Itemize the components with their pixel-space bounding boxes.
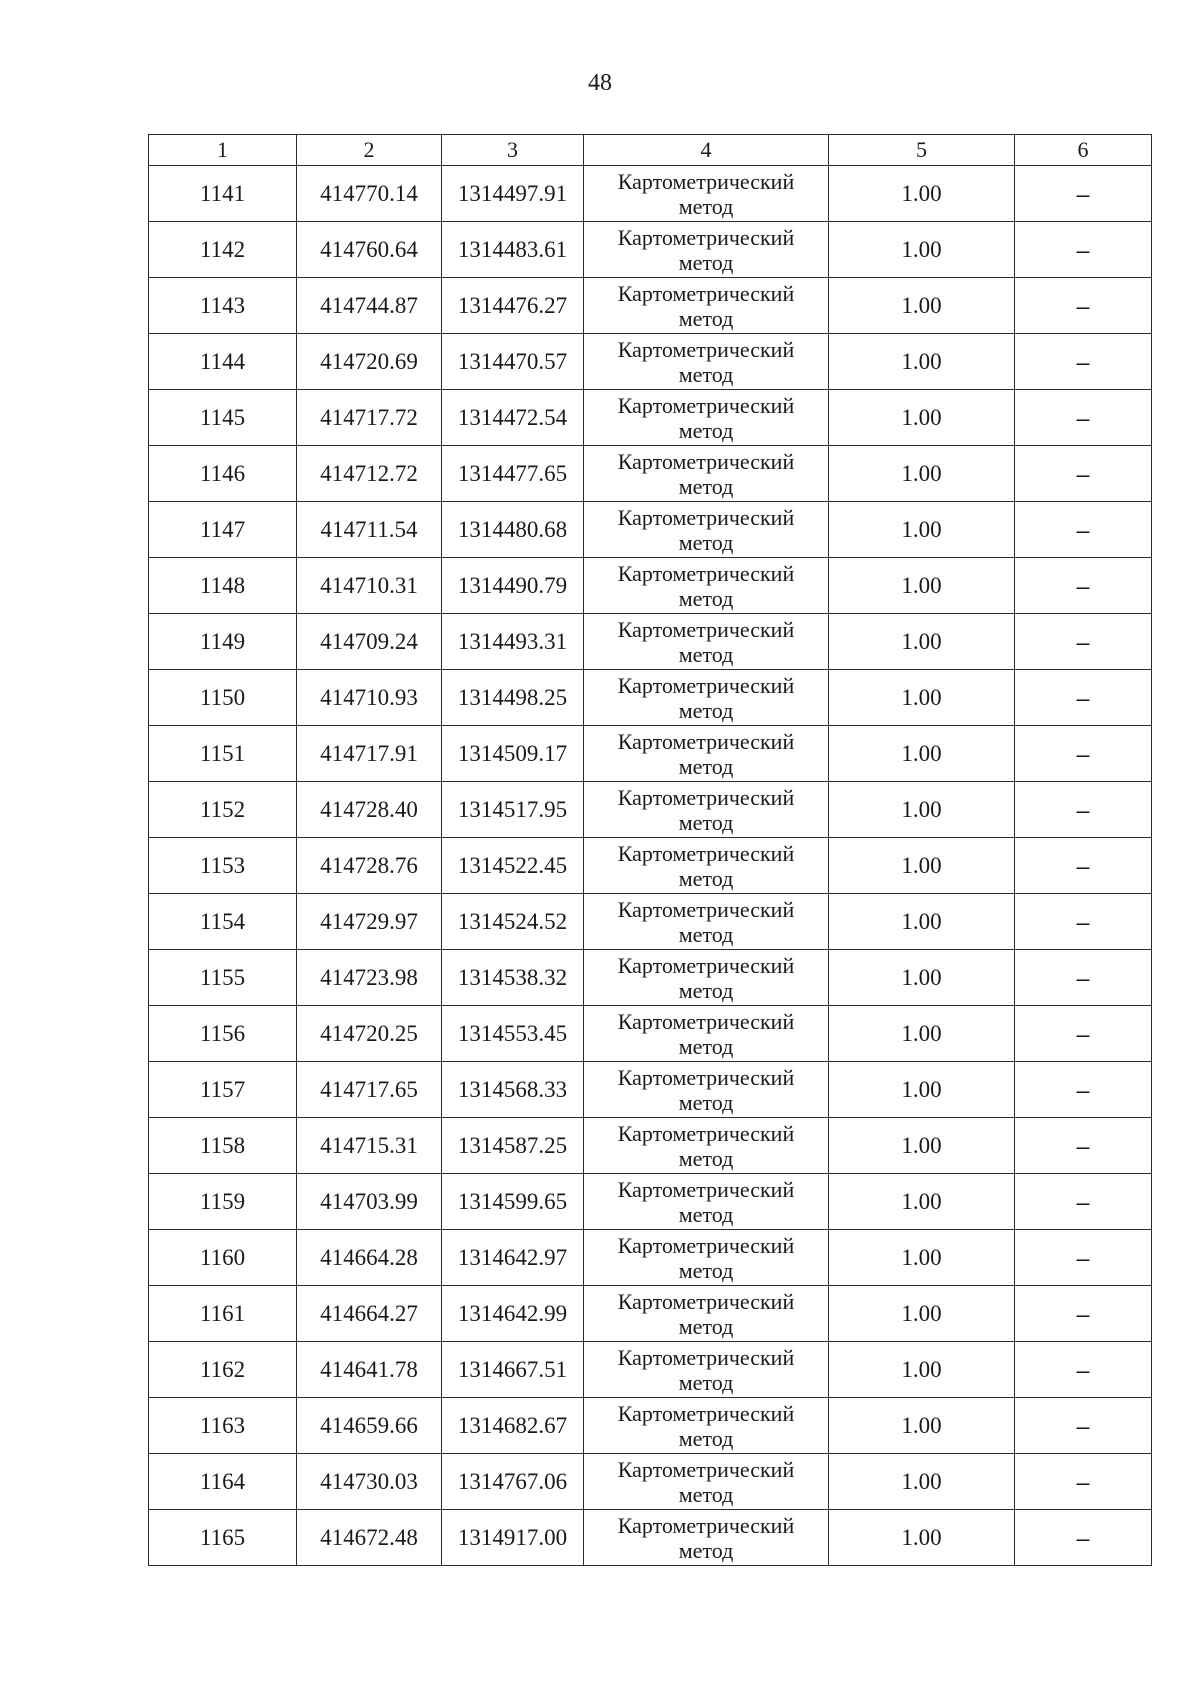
- method-line-2: метод: [678, 361, 734, 387]
- table-row: [149, 1342, 1152, 1398]
- y-coordinate-cell: 1314483.61: [442, 222, 584, 278]
- x-coordinate-cell: 414720.69: [297, 334, 442, 390]
- accuracy-cell: 1.00: [829, 782, 1015, 838]
- method-line-1: Картометрический: [617, 616, 795, 642]
- method-line-2: метод: [678, 585, 734, 611]
- description-cell: –: [1015, 1398, 1152, 1454]
- point-number-cell: 1165: [149, 1510, 297, 1566]
- method-line-2: метод: [678, 809, 734, 835]
- table-row: [149, 558, 1152, 614]
- description-cell: –: [1015, 558, 1152, 614]
- x-coordinate-cell: 414712.72: [297, 446, 442, 502]
- method-cell: [584, 1286, 829, 1342]
- method-line-2: метод: [678, 1537, 734, 1563]
- y-coordinate-cell: 1314470.57: [442, 334, 584, 390]
- table-row: [149, 670, 1152, 726]
- method-line-1: Картометрический: [617, 1456, 795, 1482]
- point-number-cell: 1152: [149, 782, 297, 838]
- x-coordinate-cell: 414717.65: [297, 1062, 442, 1118]
- x-coordinate-cell: 414729.97: [297, 894, 442, 950]
- description-cell: –: [1015, 670, 1152, 726]
- table-row: [149, 1174, 1152, 1230]
- y-coordinate-cell: 1314490.79: [442, 558, 584, 614]
- method-cell: [584, 558, 829, 614]
- table-row: [149, 1286, 1152, 1342]
- method-line-2: метод: [678, 753, 734, 779]
- x-coordinate-cell: 414720.25: [297, 1006, 442, 1062]
- point-number-cell: 1157: [149, 1062, 297, 1118]
- accuracy-cell: 1.00: [829, 670, 1015, 726]
- method-line-2: метод: [678, 921, 734, 947]
- method-line-1: Картометрический: [617, 448, 795, 474]
- accuracy-cell: 1.00: [829, 726, 1015, 782]
- method-cell: [584, 782, 829, 838]
- method-line-1: Картометрический: [617, 560, 795, 586]
- description-cell: –: [1015, 1230, 1152, 1286]
- point-number-cell: 1154: [149, 894, 297, 950]
- method-line-1: Картометрический: [617, 728, 795, 754]
- method-cell: [584, 334, 829, 390]
- method-cell: [584, 1062, 829, 1118]
- method-line-1: Картометрический: [617, 168, 795, 194]
- y-coordinate-cell: 1314477.65: [442, 446, 584, 502]
- accuracy-cell: 1.00: [829, 222, 1015, 278]
- x-coordinate-cell: 414760.64: [297, 222, 442, 278]
- method-cell: [584, 222, 829, 278]
- accuracy-cell: 1.00: [829, 278, 1015, 334]
- point-number-cell: 1164: [149, 1454, 297, 1510]
- method-line-2: метод: [678, 641, 734, 667]
- method-cell: [584, 278, 829, 334]
- table-row: [149, 1230, 1152, 1286]
- method-line-2: метод: [678, 473, 734, 499]
- description-cell: –: [1015, 222, 1152, 278]
- y-coordinate-cell: 1314767.06: [442, 1454, 584, 1510]
- coordinates-table: [148, 134, 1152, 1566]
- table-row: [149, 1062, 1152, 1118]
- table-body: [149, 166, 1152, 1566]
- point-number-cell: 1147: [149, 502, 297, 558]
- x-coordinate-cell: 414744.87: [297, 278, 442, 334]
- description-cell: –: [1015, 1118, 1152, 1174]
- y-coordinate-cell: 1314522.45: [442, 838, 584, 894]
- method-line-1: Картометрический: [617, 952, 795, 978]
- table-row: [149, 1510, 1152, 1566]
- x-coordinate-cell: 414711.54: [297, 502, 442, 558]
- description-cell: –: [1015, 166, 1152, 222]
- point-number-cell: 1160: [149, 1230, 297, 1286]
- header-col-5: 5: [829, 135, 1015, 166]
- method-line-2: метод: [678, 193, 734, 219]
- method-line-1: Картометрический: [617, 504, 795, 530]
- method-line-2: метод: [678, 305, 734, 331]
- method-cell: [584, 726, 829, 782]
- method-line-1: Картометрический: [617, 672, 795, 698]
- method-cell: [584, 894, 829, 950]
- point-number-cell: 1141: [149, 166, 297, 222]
- accuracy-cell: 1.00: [829, 1454, 1015, 1510]
- y-coordinate-cell: 1314667.51: [442, 1342, 584, 1398]
- method-line-1: Картометрический: [617, 840, 795, 866]
- method-cell: [584, 670, 829, 726]
- method-line-1: Картометрический: [617, 1232, 795, 1258]
- method-line-2: метод: [678, 1369, 734, 1395]
- method-line-2: метод: [678, 697, 734, 723]
- y-coordinate-cell: 1314497.91: [442, 166, 584, 222]
- description-cell: –: [1015, 1510, 1152, 1566]
- accuracy-cell: 1.00: [829, 1342, 1015, 1398]
- method-cell: [584, 1230, 829, 1286]
- method-line-2: метод: [678, 1425, 734, 1451]
- point-number-cell: 1150: [149, 670, 297, 726]
- header-col-6: 6: [1015, 135, 1152, 166]
- accuracy-cell: 1.00: [829, 166, 1015, 222]
- description-cell: –: [1015, 334, 1152, 390]
- table-row: [149, 1398, 1152, 1454]
- table-row: [149, 782, 1152, 838]
- x-coordinate-cell: 414710.31: [297, 558, 442, 614]
- method-line-1: Картометрический: [617, 784, 795, 810]
- table-row: [149, 1118, 1152, 1174]
- description-cell: –: [1015, 614, 1152, 670]
- description-cell: –: [1015, 894, 1152, 950]
- method-cell: [584, 950, 829, 1006]
- description-cell: –: [1015, 950, 1152, 1006]
- method-line-1: Картометрический: [617, 1288, 795, 1314]
- y-coordinate-cell: 1314917.00: [442, 1510, 584, 1566]
- page-number: 48: [588, 70, 612, 96]
- point-number-cell: 1159: [149, 1174, 297, 1230]
- accuracy-cell: 1.00: [829, 558, 1015, 614]
- description-cell: –: [1015, 502, 1152, 558]
- description-cell: –: [1015, 1062, 1152, 1118]
- header-row: [149, 135, 1152, 166]
- table-row: [149, 1454, 1152, 1510]
- method-line-2: метод: [678, 977, 734, 1003]
- description-cell: –: [1015, 278, 1152, 334]
- method-cell: [584, 446, 829, 502]
- method-cell: [584, 614, 829, 670]
- x-coordinate-cell: 414641.78: [297, 1342, 442, 1398]
- method-cell: [584, 1454, 829, 1510]
- method-line-1: Картометрический: [617, 1512, 795, 1538]
- description-cell: –: [1015, 1286, 1152, 1342]
- header-col-3: 3: [442, 135, 584, 166]
- method-line-1: Картометрический: [617, 1176, 795, 1202]
- header-col-4: 4: [584, 135, 829, 166]
- description-cell: –: [1015, 782, 1152, 838]
- table-row: [149, 278, 1152, 334]
- point-number-cell: 1148: [149, 558, 297, 614]
- y-coordinate-cell: 1314524.52: [442, 894, 584, 950]
- header-col-2: 2: [297, 135, 442, 166]
- method-cell: [584, 1118, 829, 1174]
- table-row: [149, 446, 1152, 502]
- description-cell: –: [1015, 1006, 1152, 1062]
- x-coordinate-cell: 414717.72: [297, 390, 442, 446]
- accuracy-cell: 1.00: [829, 1062, 1015, 1118]
- accuracy-cell: 1.00: [829, 1230, 1015, 1286]
- accuracy-cell: 1.00: [829, 1286, 1015, 1342]
- method-line-1: Картометрический: [617, 1400, 795, 1426]
- accuracy-cell: 1.00: [829, 894, 1015, 950]
- method-line-2: метод: [678, 865, 734, 891]
- accuracy-cell: 1.00: [829, 334, 1015, 390]
- y-coordinate-cell: 1314642.97: [442, 1230, 584, 1286]
- y-coordinate-cell: 1314472.54: [442, 390, 584, 446]
- accuracy-cell: 1.00: [829, 390, 1015, 446]
- y-coordinate-cell: 1314642.99: [442, 1286, 584, 1342]
- method-line-2: метод: [678, 529, 734, 555]
- accuracy-cell: 1.00: [829, 614, 1015, 670]
- table-row: [149, 894, 1152, 950]
- x-coordinate-cell: 414710.93: [297, 670, 442, 726]
- method-line-1: Картометрический: [617, 1120, 795, 1146]
- point-number-cell: 1161: [149, 1286, 297, 1342]
- point-number-cell: 1155: [149, 950, 297, 1006]
- method-cell: [584, 838, 829, 894]
- table-row: [149, 502, 1152, 558]
- y-coordinate-cell: 1314480.68: [442, 502, 584, 558]
- method-line-2: метод: [678, 1313, 734, 1339]
- method-line-2: метод: [678, 1033, 734, 1059]
- method-line-2: метод: [678, 249, 734, 275]
- x-coordinate-cell: 414723.98: [297, 950, 442, 1006]
- method-line-2: метод: [678, 1257, 734, 1283]
- method-line-2: метод: [678, 417, 734, 443]
- description-cell: –: [1015, 390, 1152, 446]
- point-number-cell: 1143: [149, 278, 297, 334]
- table-row: [149, 614, 1152, 670]
- method-line-1: Картометрический: [617, 224, 795, 250]
- table-row: [149, 390, 1152, 446]
- x-coordinate-cell: 414717.91: [297, 726, 442, 782]
- method-line-2: метод: [678, 1089, 734, 1115]
- method-line-1: Картометрический: [617, 1008, 795, 1034]
- table-row: [149, 950, 1152, 1006]
- accuracy-cell: 1.00: [829, 1398, 1015, 1454]
- description-cell: –: [1015, 446, 1152, 502]
- point-number-cell: 1145: [149, 390, 297, 446]
- description-cell: –: [1015, 838, 1152, 894]
- accuracy-cell: 1.00: [829, 838, 1015, 894]
- table-row: [149, 726, 1152, 782]
- point-number-cell: 1153: [149, 838, 297, 894]
- x-coordinate-cell: 414730.03: [297, 1454, 442, 1510]
- table-row: [149, 222, 1152, 278]
- accuracy-cell: 1.00: [829, 1006, 1015, 1062]
- accuracy-cell: 1.00: [829, 1174, 1015, 1230]
- x-coordinate-cell: 414664.28: [297, 1230, 442, 1286]
- method-cell: [584, 390, 829, 446]
- method-cell: [584, 1342, 829, 1398]
- y-coordinate-cell: 1314509.17: [442, 726, 584, 782]
- y-coordinate-cell: 1314682.67: [442, 1398, 584, 1454]
- accuracy-cell: 1.00: [829, 446, 1015, 502]
- description-cell: –: [1015, 1342, 1152, 1398]
- accuracy-cell: 1.00: [829, 950, 1015, 1006]
- description-cell: –: [1015, 1454, 1152, 1510]
- method-cell: [584, 1510, 829, 1566]
- x-coordinate-cell: 414664.27: [297, 1286, 442, 1342]
- y-coordinate-cell: 1314587.25: [442, 1118, 584, 1174]
- point-number-cell: 1151: [149, 726, 297, 782]
- y-coordinate-cell: 1314599.65: [442, 1174, 584, 1230]
- x-coordinate-cell: 414728.76: [297, 838, 442, 894]
- method-line-1: Картометрический: [617, 392, 795, 418]
- x-coordinate-cell: 414770.14: [297, 166, 442, 222]
- table-row: [149, 334, 1152, 390]
- accuracy-cell: 1.00: [829, 1510, 1015, 1566]
- point-number-cell: 1149: [149, 614, 297, 670]
- point-number-cell: 1142: [149, 222, 297, 278]
- method-cell: [584, 166, 829, 222]
- header-col-1: 1: [149, 135, 297, 166]
- method-cell: [584, 502, 829, 558]
- point-number-cell: 1144: [149, 334, 297, 390]
- x-coordinate-cell: 414709.24: [297, 614, 442, 670]
- table-row: [149, 1006, 1152, 1062]
- y-coordinate-cell: 1314538.32: [442, 950, 584, 1006]
- method-cell: [584, 1174, 829, 1230]
- point-number-cell: 1146: [149, 446, 297, 502]
- method-cell: [584, 1398, 829, 1454]
- method-line-1: Картометрический: [617, 280, 795, 306]
- x-coordinate-cell: 414728.40: [297, 782, 442, 838]
- point-number-cell: 1163: [149, 1398, 297, 1454]
- method-line-2: метод: [678, 1481, 734, 1507]
- description-cell: –: [1015, 726, 1152, 782]
- y-coordinate-cell: 1314568.33: [442, 1062, 584, 1118]
- method-line-1: Картометрический: [617, 1344, 795, 1370]
- x-coordinate-cell: 414715.31: [297, 1118, 442, 1174]
- method-line-1: Картометрический: [617, 336, 795, 362]
- accuracy-cell: 1.00: [829, 502, 1015, 558]
- table-row: [149, 166, 1152, 222]
- y-coordinate-cell: 1314476.27: [442, 278, 584, 334]
- method-line-2: метод: [678, 1201, 734, 1227]
- method-line-2: метод: [678, 1145, 734, 1171]
- description-cell: –: [1015, 1174, 1152, 1230]
- point-number-cell: 1162: [149, 1342, 297, 1398]
- point-number-cell: 1156: [149, 1006, 297, 1062]
- method-cell: [584, 1006, 829, 1062]
- method-line-1: Картометрический: [617, 896, 795, 922]
- table-row: [149, 838, 1152, 894]
- y-coordinate-cell: 1314517.95: [442, 782, 584, 838]
- y-coordinate-cell: 1314498.25: [442, 670, 584, 726]
- accuracy-cell: 1.00: [829, 1118, 1015, 1174]
- point-number-cell: 1158: [149, 1118, 297, 1174]
- x-coordinate-cell: 414659.66: [297, 1398, 442, 1454]
- y-coordinate-cell: 1314493.31: [442, 614, 584, 670]
- y-coordinate-cell: 1314553.45: [442, 1006, 584, 1062]
- method-line-1: Картометрический: [617, 1064, 795, 1090]
- x-coordinate-cell: 414703.99: [297, 1174, 442, 1230]
- x-coordinate-cell: 414672.48: [297, 1510, 442, 1566]
